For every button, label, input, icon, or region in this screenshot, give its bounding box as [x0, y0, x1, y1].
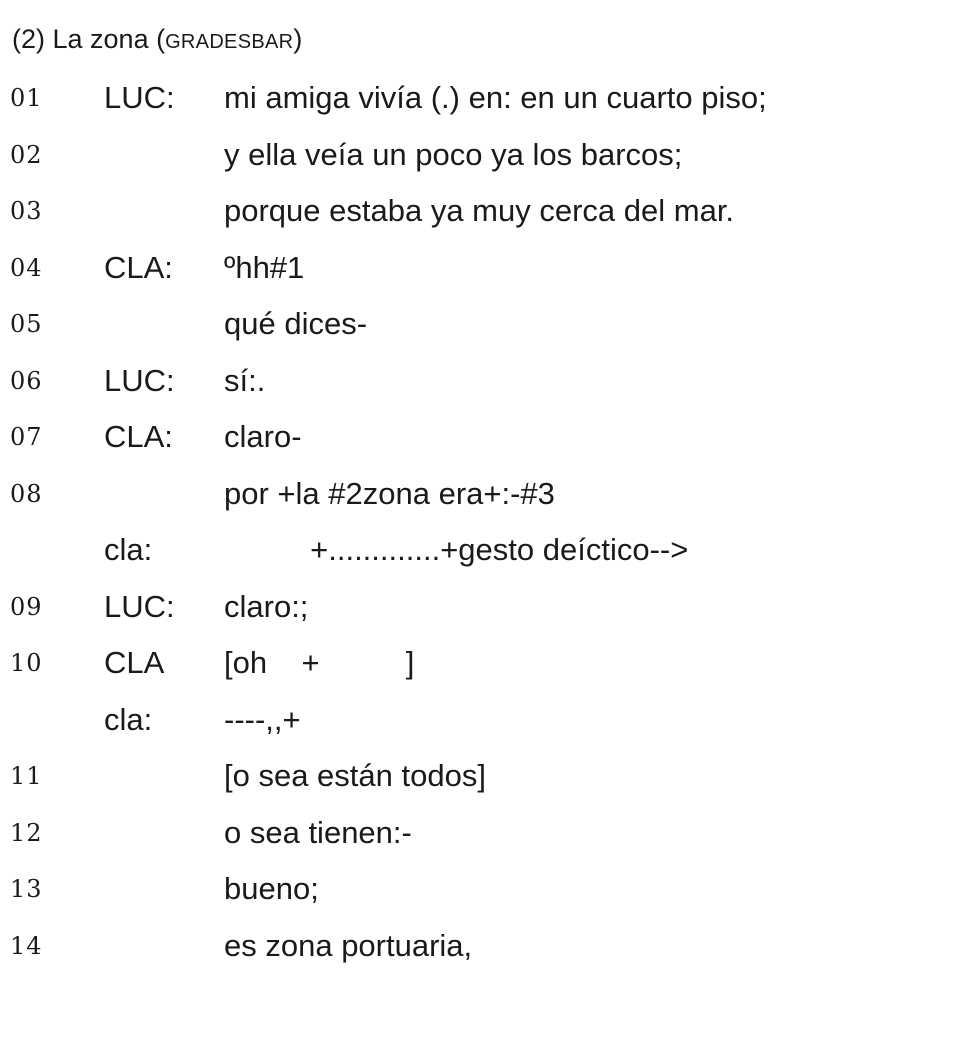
title-suffix: ) [293, 24, 303, 54]
transcript-line [0, 304, 960, 361]
transcript-lines [0, 78, 960, 982]
line-number: 11 [10, 762, 43, 790]
transcript-line [0, 756, 960, 813]
transcript-line [0, 643, 960, 700]
line-number: 07 [10, 423, 43, 451]
utterance-text: ----,,+ [224, 701, 301, 737]
title-prefix: (2) La zona ( [12, 24, 166, 54]
line-number: 14 [10, 931, 43, 960]
speaker-label: CLA: [104, 249, 173, 285]
example-title [12, 22, 302, 59]
line-number: 13 [10, 875, 43, 903]
utterance-text: +.............+gesto deíctico--> [224, 532, 689, 567]
transcript-line [0, 587, 960, 644]
utterance-text: porque estaba ya muy cerca del mar. [224, 193, 735, 228]
line-number: 08 [10, 479, 43, 508]
utterance-text: [o sea están todos] [224, 758, 486, 793]
corpus-name: GRADESBAR [165, 31, 294, 53]
speaker-label: CLA: [104, 419, 173, 454]
speaker-label: cla: [104, 701, 153, 737]
transcript-line [0, 417, 960, 474]
line-number: 03 [10, 197, 43, 225]
transcript-line [0, 869, 960, 926]
speaker-label: LUC: [104, 588, 175, 624]
transcript-line [0, 700, 960, 757]
line-number: 06 [10, 366, 43, 395]
utterance-text: qué dices- [224, 306, 368, 341]
speaker-label: cla: [104, 532, 153, 567]
transcript-line [0, 135, 960, 192]
line-number: 04 [10, 253, 43, 282]
transcript-line [0, 361, 960, 418]
transcript-line [0, 78, 960, 135]
utterance-text: y ella veía un poco ya los barcos; [224, 136, 683, 172]
transcript-line [0, 474, 960, 531]
line-number: 02 [10, 140, 43, 169]
line-number: 01 [10, 84, 43, 112]
utterance-text: claro- [224, 419, 302, 454]
speaker-label: LUC: [104, 362, 175, 398]
utterance-text: por +la #2zona era+:-#3 [224, 475, 555, 511]
speaker-label: LUC: [104, 80, 175, 115]
utterance-text: es zona portuaria, [224, 927, 473, 963]
transcript-line [0, 248, 960, 305]
utterance-text: ºhh#1 [224, 249, 305, 285]
transcript-line [0, 191, 960, 248]
utterance-text: sí:. [224, 362, 266, 398]
utterance-text: [oh + ] [224, 645, 415, 680]
utterance-text: bueno; [224, 871, 319, 906]
utterance-text: mi amiga vivía (.) en: en un cuarto piso; [224, 80, 767, 115]
line-number: 09 [10, 592, 43, 621]
line-number: 05 [10, 310, 43, 338]
utterance-text: o sea tienen:- [224, 814, 412, 850]
transcript-line [0, 813, 960, 870]
line-number: 10 [10, 649, 43, 677]
speaker-label: CLA [104, 645, 165, 680]
transcript-line [0, 926, 960, 983]
transcript-line [0, 530, 960, 587]
line-number: 12 [10, 818, 43, 847]
utterance-text: claro:; [224, 588, 309, 624]
